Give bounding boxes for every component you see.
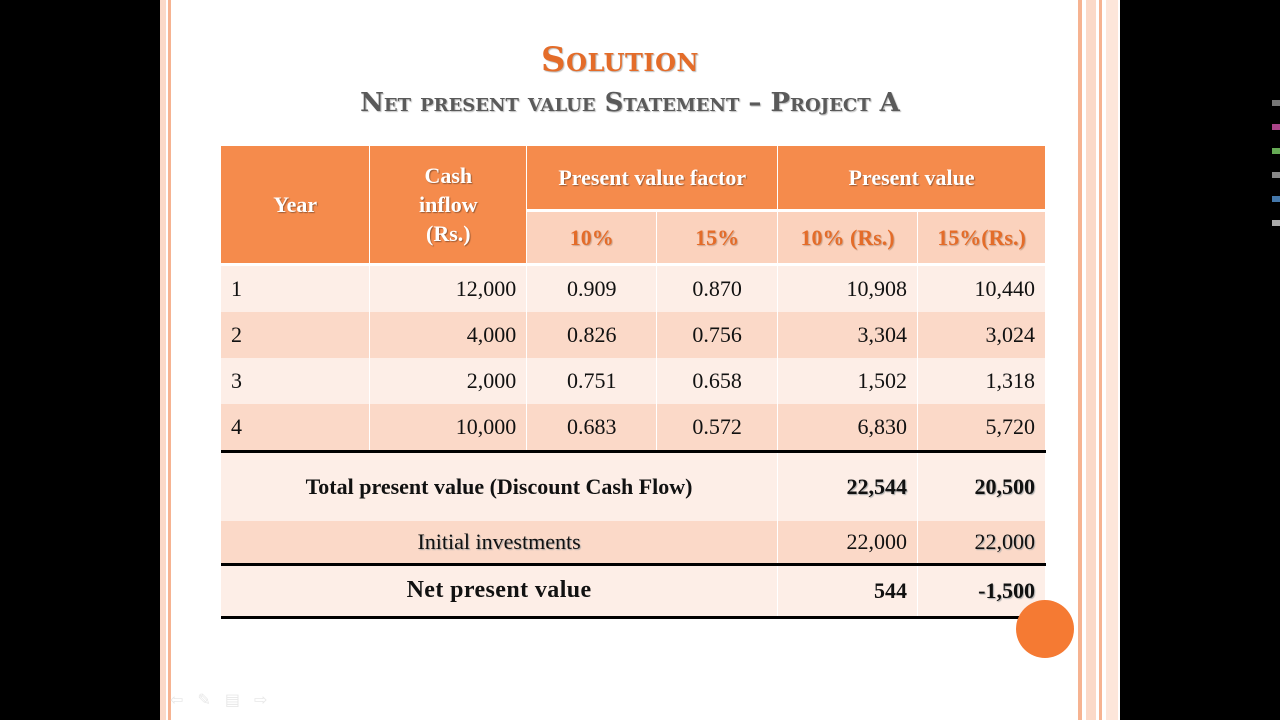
table-row bbox=[221, 264, 1046, 312]
total-pv-10: 22,544 bbox=[778, 451, 918, 521]
decorative-circle bbox=[1016, 600, 1074, 658]
slide-subtitle: Net present value Statement – Project A bbox=[360, 88, 900, 118]
table-row bbox=[221, 312, 1046, 358]
cell-factor-10: 0.751 bbox=[527, 358, 657, 404]
cell-year: 1 bbox=[221, 264, 370, 312]
slide-title: Solution bbox=[541, 40, 699, 80]
cell-year: 4 bbox=[221, 404, 370, 452]
header-factor-15: 15% bbox=[657, 210, 778, 264]
cell-factor-15: 0.572 bbox=[657, 404, 778, 452]
cell-year: 2 bbox=[221, 312, 370, 358]
npv-label: Net present value bbox=[221, 564, 778, 617]
investment-row bbox=[221, 521, 1046, 565]
total-row bbox=[221, 451, 1046, 521]
cell-cash: 4,000 bbox=[370, 312, 527, 358]
header-pv-10: 10% (Rs.) bbox=[778, 210, 918, 264]
header-factor-10: 10% bbox=[527, 210, 657, 264]
cell-factor-15: 0.756 bbox=[657, 312, 778, 358]
cell-pv-10: 3,304 bbox=[778, 312, 918, 358]
cell-pv-15: 5,720 bbox=[918, 404, 1046, 452]
total-pv-15: 20,500 bbox=[918, 451, 1046, 521]
header-present-value: Present value bbox=[778, 146, 1046, 210]
edge-artifact bbox=[1272, 100, 1280, 520]
menu-icon[interactable]: ▤ bbox=[224, 690, 240, 709]
cell-factor-10: 0.909 bbox=[527, 264, 657, 312]
cell-cash: 10,000 bbox=[370, 404, 527, 452]
npv-row bbox=[221, 564, 1046, 617]
cell-pv-10: 1,502 bbox=[778, 358, 918, 404]
header-cash-inflow: Cash inflow (Rs.) bbox=[370, 146, 527, 264]
pen-icon[interactable]: ✎ bbox=[197, 690, 211, 709]
header-pv-factor: Present value factor bbox=[527, 146, 778, 210]
total-label: Total present value (Discount Cash Flow) bbox=[221, 451, 778, 521]
cell-factor-15: 0.658 bbox=[657, 358, 778, 404]
slide-nav-bar bbox=[170, 690, 267, 709]
table-row bbox=[221, 358, 1046, 404]
cell-factor-10: 0.826 bbox=[527, 312, 657, 358]
cell-pv-15: 1,318 bbox=[918, 358, 1046, 404]
investment-pv-15: 22,000 bbox=[918, 521, 1046, 565]
cell-pv-15: 10,440 bbox=[918, 264, 1046, 312]
npv-pv-15: -1,500 bbox=[918, 564, 1046, 617]
cell-pv-10: 10,908 bbox=[778, 264, 918, 312]
cell-factor-10: 0.683 bbox=[527, 404, 657, 452]
header-year: Year bbox=[221, 146, 370, 264]
header-pv-15: 15%(Rs.) bbox=[918, 210, 1046, 264]
cell-cash: 12,000 bbox=[370, 264, 527, 312]
cell-pv-15: 3,024 bbox=[918, 312, 1046, 358]
table-row bbox=[221, 404, 1046, 452]
npv-pv-10: 544 bbox=[778, 564, 918, 617]
cell-pv-10: 6,830 bbox=[778, 404, 918, 452]
cell-factor-15: 0.870 bbox=[657, 264, 778, 312]
arrow-right-icon[interactable]: ⇨ bbox=[253, 690, 268, 709]
investment-label: Initial investments bbox=[221, 521, 778, 565]
cell-cash: 2,000 bbox=[370, 358, 527, 404]
cell-year: 3 bbox=[221, 358, 370, 404]
arrow-left-icon[interactable]: ⇦ bbox=[170, 690, 184, 709]
npv-table bbox=[221, 146, 1046, 619]
border-stripe bbox=[1106, 0, 1118, 720]
investment-pv-10: 22,000 bbox=[778, 521, 918, 565]
